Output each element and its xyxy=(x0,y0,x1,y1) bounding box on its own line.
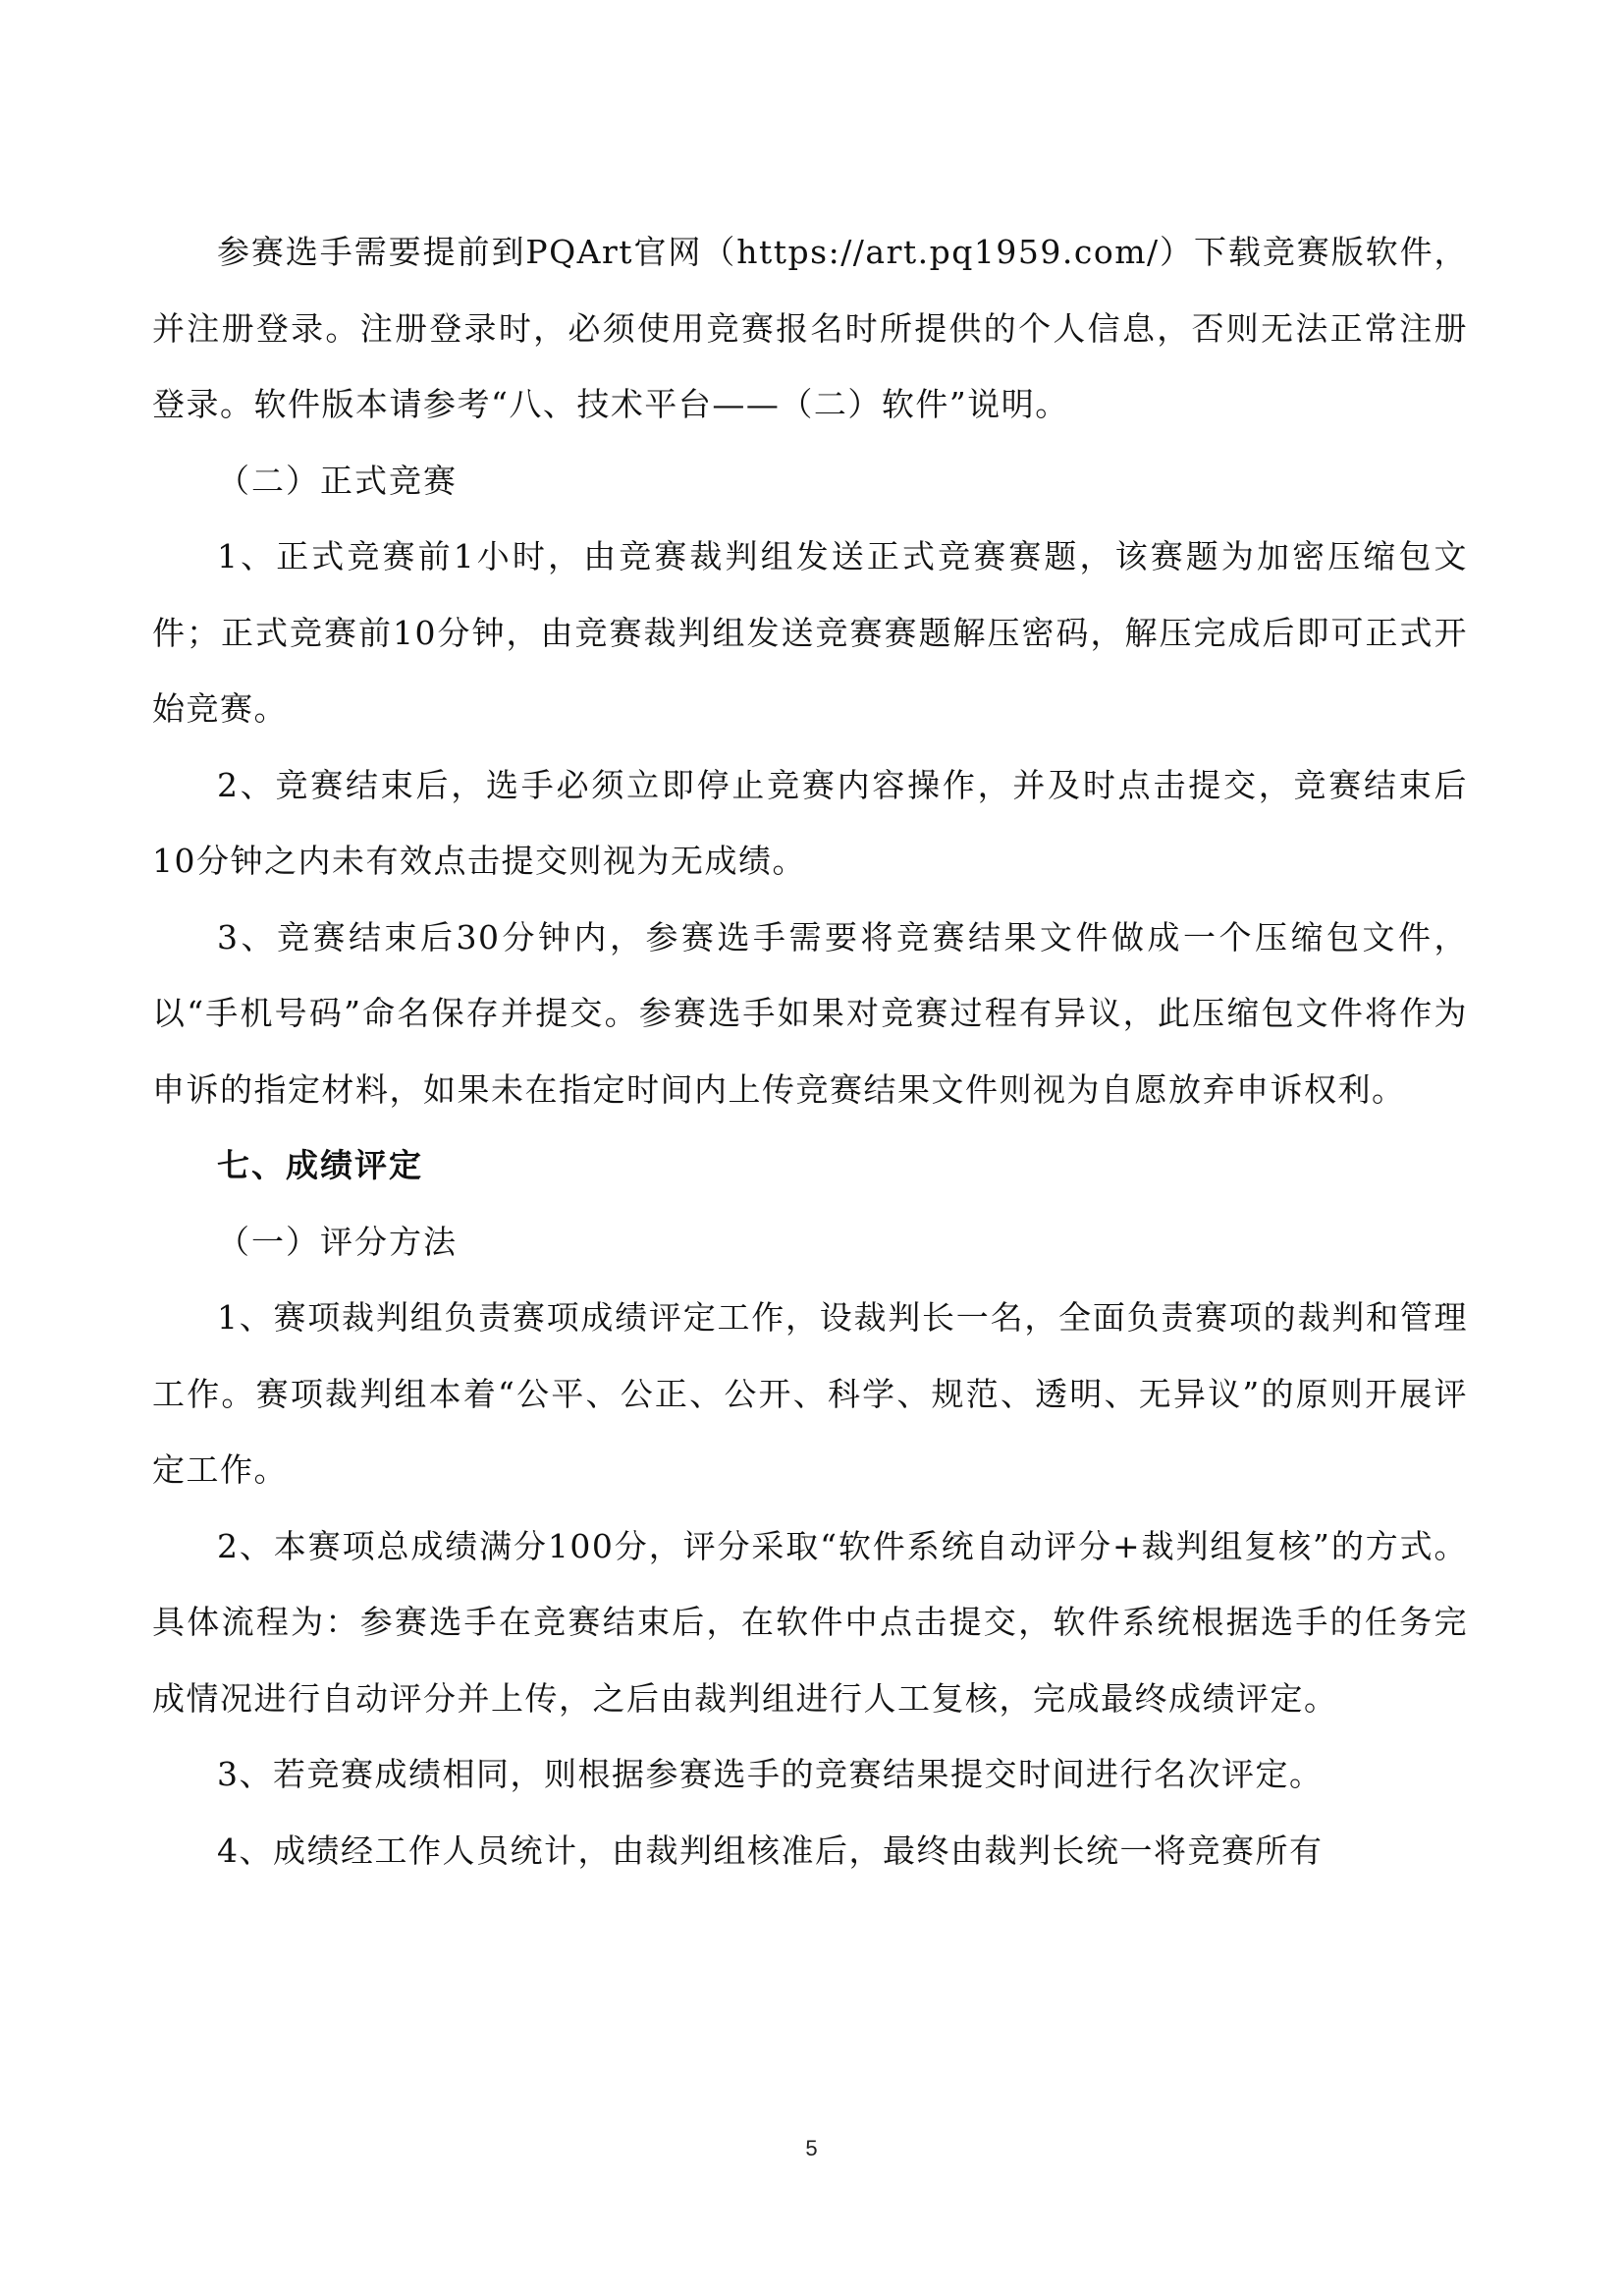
subheading-formal-competition: （二）正式竞赛 xyxy=(217,461,458,500)
subheading-scoring-method: （一）评分方法 xyxy=(217,1222,458,1261)
paragraph-judging-panel: 1、赛项裁判组负责赛项成绩评定工作，设裁判长一名，全面负责赛项的裁判和管理工作。赛项裁判组本着“公平、公正、公开、科学、规范、透明、无异议”的原则开展评定工作。 xyxy=(152,1298,1468,1489)
paragraph-exam-release: 1、正式竞赛前1小时，由竞赛裁判组发送正式竞赛赛题，该赛题为加密压缩包文件；正式竞赛前10分钟，由竞赛裁判组发送竞赛赛题解压密码，解压完成后即可正式开始竞赛。 xyxy=(152,537,1468,728)
section-heading-score-evaluation: 七、成绩评定 xyxy=(217,1146,423,1184)
paragraph-software-registration: 参赛选手需要提前到PQArt官网（https://art.pq1959.com/）下载竞赛版软件，并注册登录。注册登录时，必须使用竞赛报名时所提供的个人信息，否则无法正常注册登录。软件版本请参考“八、技术平台——（二）软件”说明。 xyxy=(152,233,1468,423)
paragraph-scoring-process: 2、本赛项总成绩满分100分，评分采取“软件系统自动评分+裁判组复核”的方式。具体流程为：参赛选手在竞赛结束后，在软件中点击提交，软件系统根据选手的任务完成情况进行自动评分并上传，之后由裁判组进行人工复核，完成最终成绩评定。 xyxy=(152,1526,1468,1718)
document-body xyxy=(152,214,1468,1888)
page-number: 5 xyxy=(805,2136,818,2160)
paragraph-competition-end: 2、竞赛结束后，选手必须立即停止竞赛内容操作，并及时点击提交，竞赛结束后10分钟之内未有效点击提交则视为无成绩。 xyxy=(152,765,1468,880)
paragraph-tie-break: 3、若竞赛成绩相同，则根据参赛选手的竞赛结果提交时间进行名次评定。 xyxy=(217,1755,1324,1793)
paragraph-score-confirmation: 4、成绩经工作人员统计，由裁判组核准后，最终由裁判长统一将竞赛所有 xyxy=(217,1831,1324,1870)
paragraph-result-upload: 3、竞赛结束后30分钟内，参赛选手需要将竞赛结果文件做成一个压缩包文件，以“手机号码”命名保存并提交。参赛选手如果对竞赛过程有异议，此压缩包文件将作为申诉的指定材料，如果未在指定时间内上传竞赛结果文件则视为自愿放弃申诉权利。 xyxy=(152,917,1468,1109)
